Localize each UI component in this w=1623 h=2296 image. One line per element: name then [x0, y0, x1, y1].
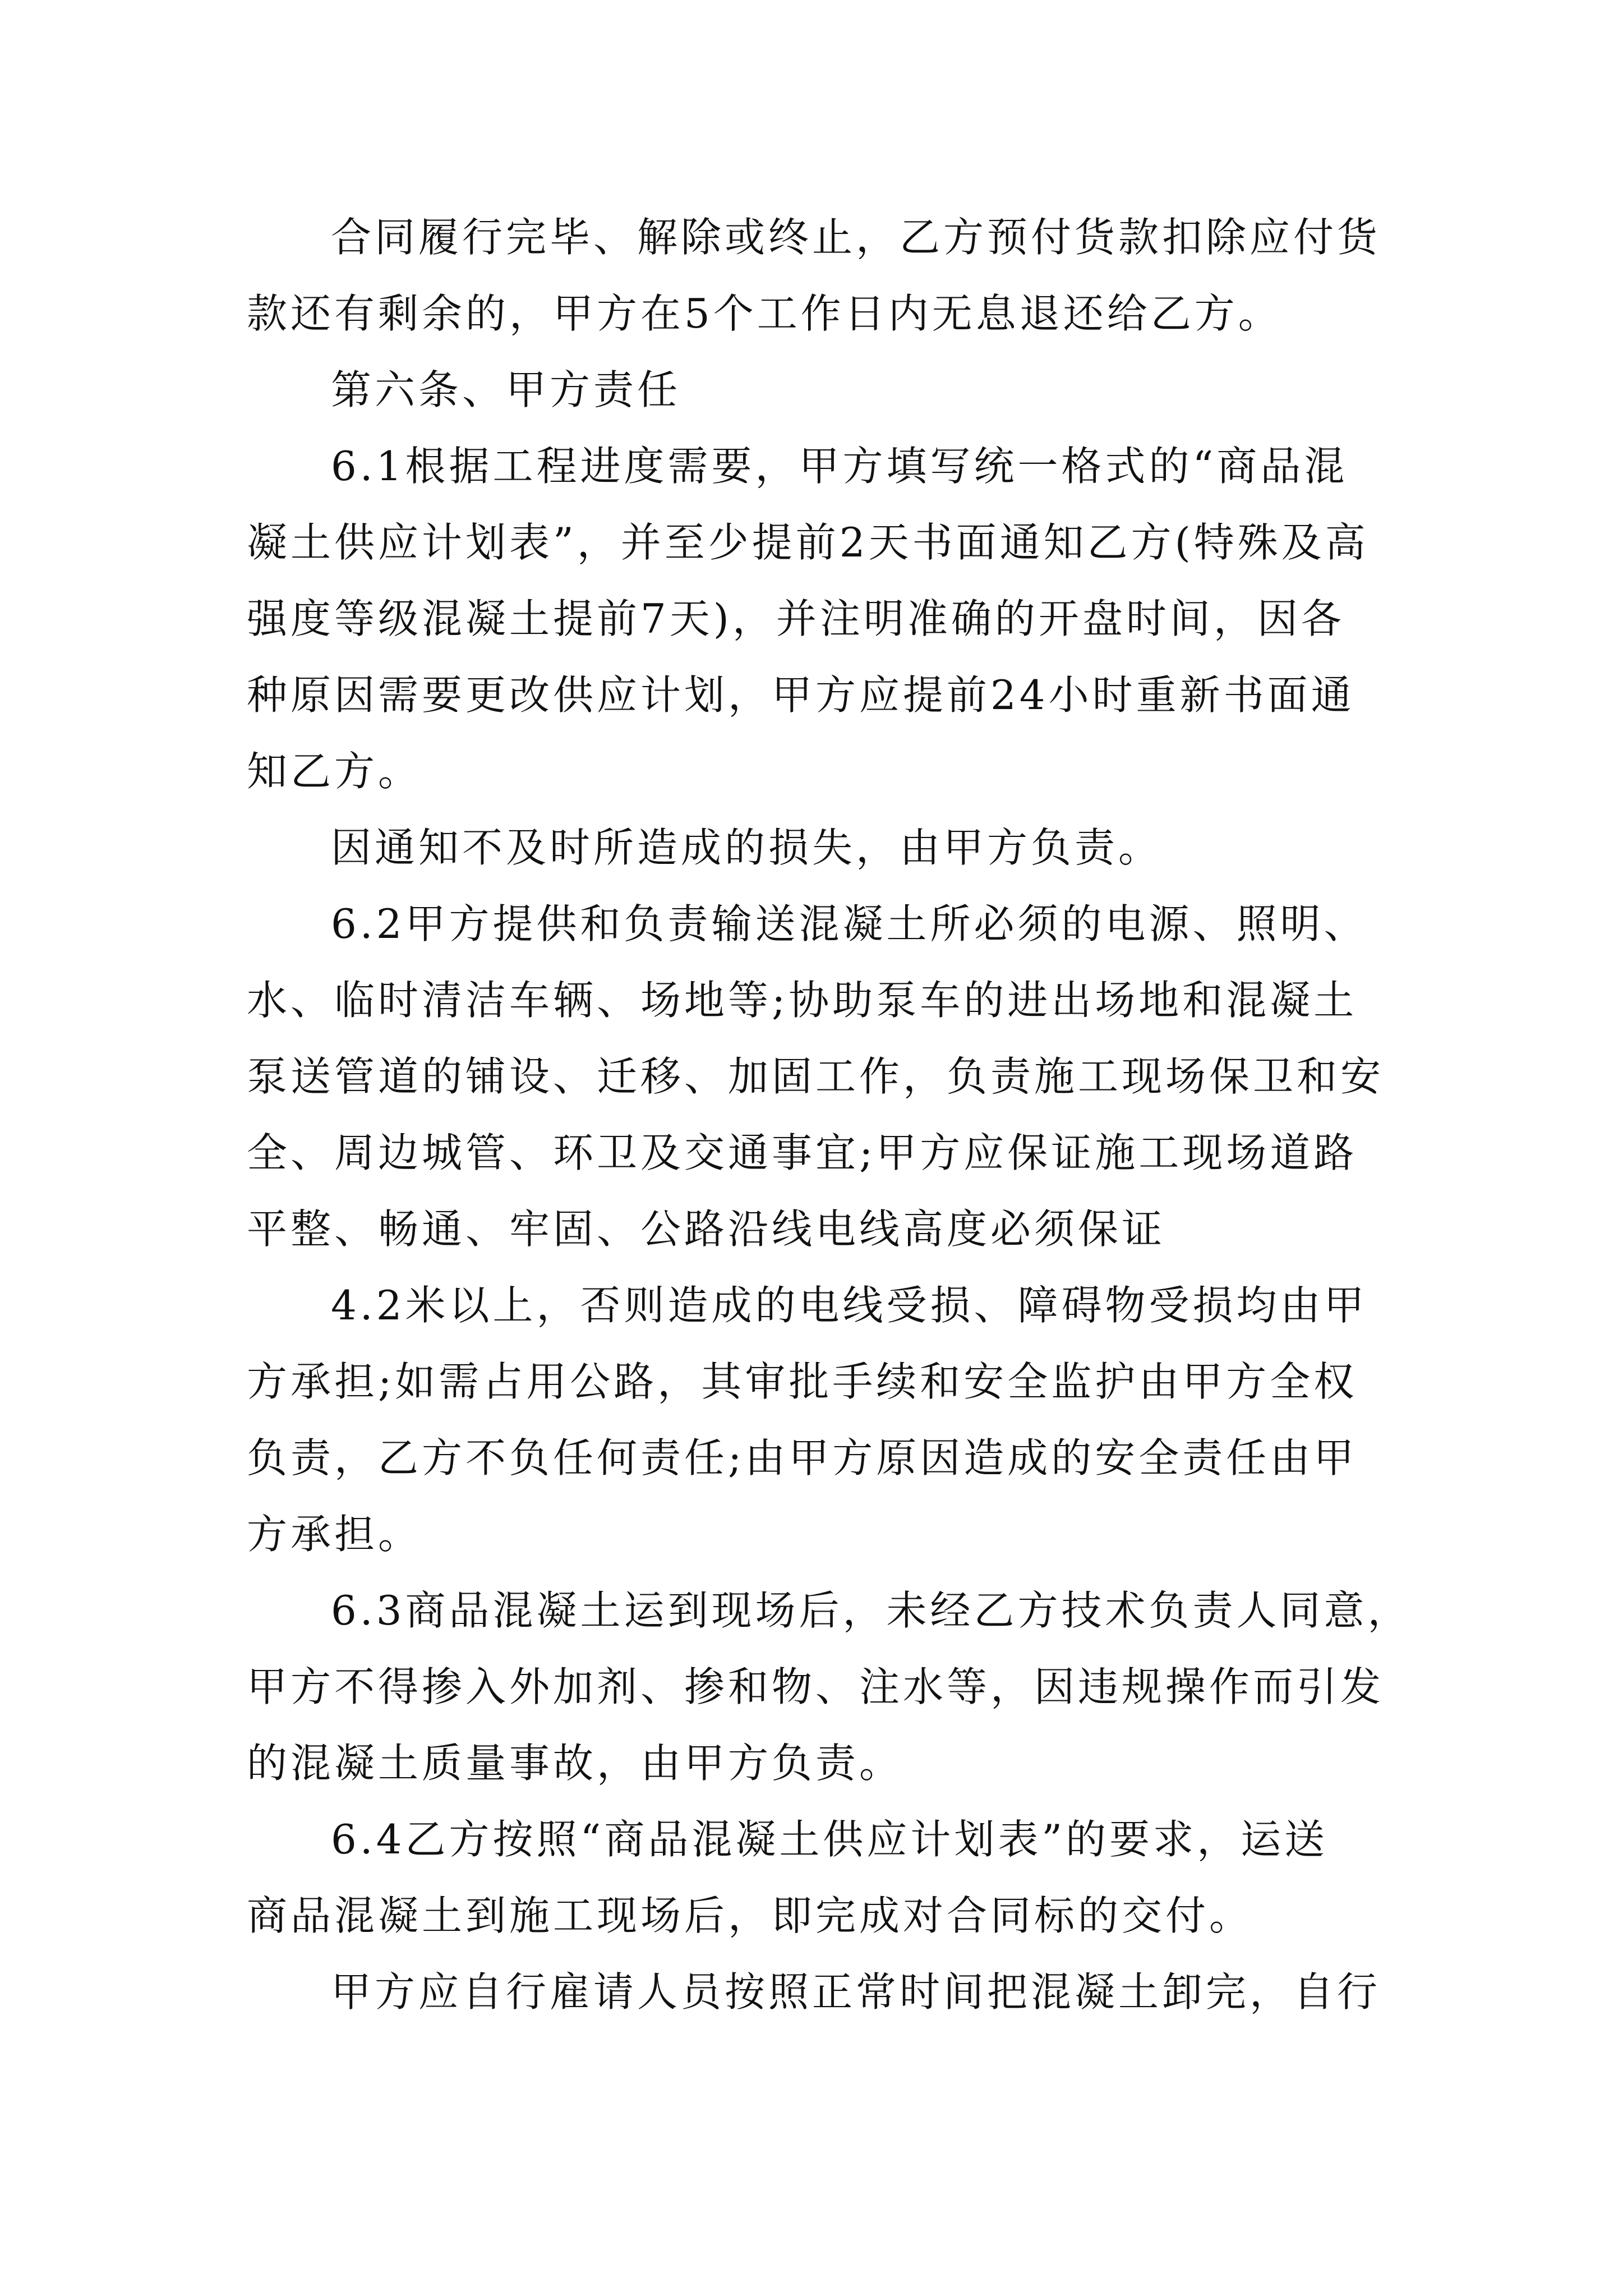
- text-line: 种原因需要更改供应计划，甲方应提前24小时重新书面通: [247, 671, 1355, 719]
- text-line: 6.1根据工程进度需要，甲方填写统一格式的“商品混: [331, 443, 1348, 490]
- text-line: 甲方应自行雇请人员按照正常时间把混凝土卸完，自行: [331, 1968, 1381, 2016]
- text-line: 泵送管道的铺设、迁移、加固工作，负责施工现场保卫和安: [247, 1053, 1385, 1100]
- text-line: 4.2米以上，否则造成的电线受损、障碍物受损均由甲: [331, 1282, 1368, 1329]
- text-line: 6.4乙方按照“商品混凝土供应计划表”的要求，运送: [331, 1816, 1329, 1863]
- text-line: 6.2甲方提供和负责输送混凝土所必须的电源、照明、: [331, 900, 1368, 947]
- document-body: [247, 199, 1412, 2030]
- text-line: 商品混凝土到施工现场后，即完成对合同标的交付。: [247, 1892, 1253, 1939]
- section-heading: 第六条、甲方责任: [331, 366, 681, 413]
- text-line: 凝土供应计划表”，并至少提前2天书面通知乙方(特殊及高: [247, 519, 1369, 566]
- text-line: 6.3商品混凝土运到现场后，未经乙方技术负责人同意，: [331, 1587, 1412, 1634]
- text-line: 强度等级混凝土提前7天)，并注明准确的开盘时间，因各: [247, 595, 1345, 642]
- text-line: 的混凝土质量事故，由甲方负责。: [247, 1740, 903, 1787]
- text-line: 因通知不及时所造成的损失，由甲方负责。: [331, 824, 1163, 871]
- text-line: 款还有剩余的，甲方在5个工作日内无息退还给乙方。: [247, 290, 1282, 337]
- text-line: 合同履行完毕、解除或终止，乙方预付货款扣除应付货: [331, 214, 1381, 261]
- text-line: 平整、畅通、牢固、公路沿线电线高度必须保证: [247, 1205, 1166, 1253]
- text-line: 方承担;如需占用公路，其审批手续和安全监护由甲方全权: [247, 1358, 1358, 1405]
- text-line: 水、临时清洁车辆、场地等;协助泵车的进出场地和混凝土: [247, 977, 1358, 1024]
- text-line: 知乙方。: [247, 748, 422, 795]
- text-line: 方承担。: [247, 1511, 422, 1558]
- text-line: 负责，乙方不负任何责任;由甲方原因造成的安全责任由甲: [247, 1434, 1358, 1481]
- text-line: 全、周边城管、环卫及交通事宜;甲方应保证施工现场道路: [247, 1129, 1358, 1176]
- text-line: 甲方不得掺入外加剂、掺和物、注水等，因违规操作而引发: [247, 1663, 1385, 1710]
